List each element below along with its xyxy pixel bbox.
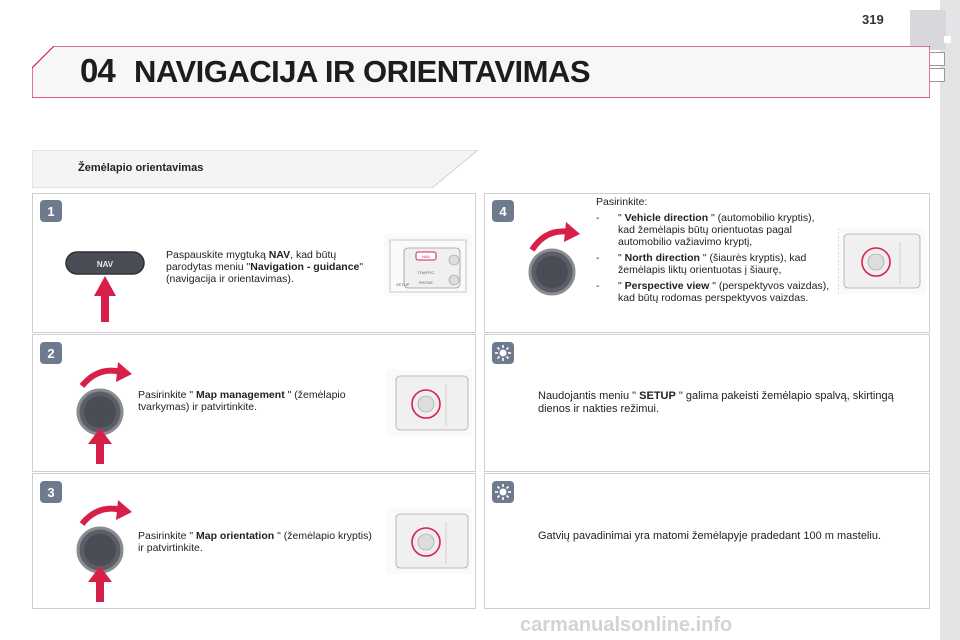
thumb-nav-label: NAV [422, 254, 430, 259]
corner-tab [910, 10, 946, 50]
tip-lightbulb-icon [492, 481, 514, 503]
knob-rotate-press-icon [70, 500, 140, 604]
step-4-text [596, 196, 832, 304]
step-4-badge [492, 200, 514, 222]
thumb-setup-label: SETUP [396, 282, 410, 287]
control-dial-thumbnail [386, 508, 472, 574]
control-dial-thumbnail [838, 228, 926, 294]
chapter-title: NAVIGACIJA IR ORIENTAVIMAS [134, 54, 591, 89]
tip-lightbulb-icon [492, 342, 514, 364]
step-1-badge [40, 200, 62, 222]
nav-square-2 [929, 68, 945, 82]
step-1-number: 1 [47, 204, 55, 219]
tip-2-text: Gatvių pavadinimai yra matomi žemėlapyje pradedant 100 m masteliu. [538, 530, 881, 542]
chapter-number: 04 [80, 52, 115, 89]
step-1-text: Paspauskite mygtuką NAV, kad būtų parodytas meniu "Navigation - guidance" (navigacija ir orientavimas). [166, 249, 364, 285]
step-3-number: 3 [47, 485, 55, 500]
radio-panel-thumbnail [384, 234, 472, 296]
page-number: 319 [862, 12, 884, 27]
knob-rotate-press-icon [70, 362, 140, 466]
step-2-text: Pasirinkite " Map management " (žemėlapio tvarkymas) ir patvirtinkite. [138, 389, 346, 413]
footer-watermark: carmanualsonline.info [520, 614, 733, 636]
option-vehicle-direction: - " Vehicle direction " (automobilio kryptis), kad žemėlapis būtų orientuotas pagal automobilio važiavimo kryptį, [596, 212, 815, 248]
control-dial-thumbnail [386, 370, 472, 436]
step-4-number: 4 [499, 204, 507, 219]
nav-button-illustration [64, 248, 148, 324]
side-strip [940, 0, 960, 640]
thumb-traffic-label: TRAFFIC [417, 270, 435, 275]
option-north-direction: - " North direction " (šiaurės kryptis), kad žemėlapis liktų orientuotas į šiaurę, [596, 252, 807, 276]
step-4-intro: Pasirinkite: [596, 196, 648, 208]
knob-rotate-icon [524, 222, 584, 296]
tip-1-text: Naudojantis meniu " SETUP " galima pakeisti žemėlapio spalvą, skirtingą dienos ir nakties režimui. [538, 390, 894, 415]
section-title: Žemėlapio orientavimas [78, 162, 204, 174]
step-3-badge [40, 481, 62, 503]
thumb-phone-label: PHONE [418, 280, 434, 285]
nav-button-label: NAV [96, 260, 114, 269]
nav-square-1 [929, 52, 945, 66]
step-2-number: 2 [47, 346, 55, 361]
step-3-text: Pasirinkite " Map orientation " (žemėlapio kryptis) ir patvirtinkite. [138, 530, 372, 554]
option-perspective-view: - " Perspective view " (perspektyvos vaizdas), kad būtų rodomas perspektyvos vaizdas. [596, 280, 830, 304]
step-2-badge [40, 342, 62, 364]
corner-dot [944, 36, 951, 43]
